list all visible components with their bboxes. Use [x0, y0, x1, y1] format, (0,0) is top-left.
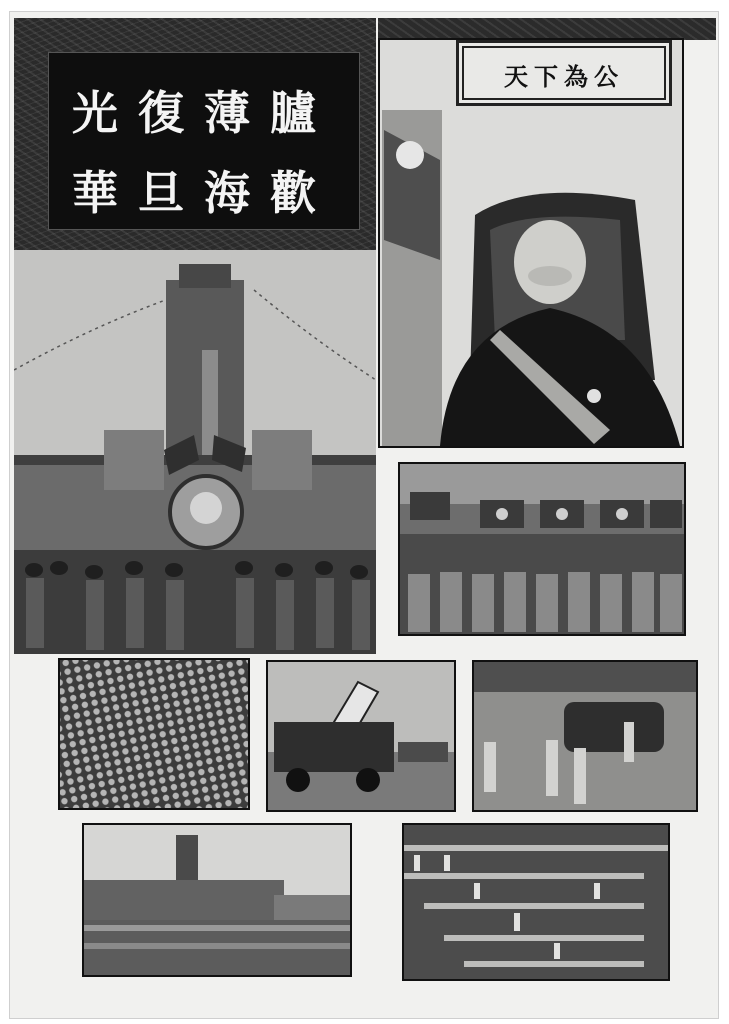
title-line-1: 光復薄臚: [72, 86, 336, 140]
troop-formation-photo: [58, 658, 250, 810]
military-vehicle-photo: [266, 660, 456, 812]
marching-soldiers-photo: [472, 660, 698, 812]
title-line-2: 華旦海歡: [72, 166, 336, 220]
calligraphy-plaque: [456, 40, 672, 106]
building-crowd-photo: [82, 823, 352, 977]
marbled-strip: [378, 18, 716, 40]
title-panel: [48, 52, 360, 230]
presidential-building-photo: [14, 250, 376, 654]
plaque-text: 天下為公: [504, 62, 624, 91]
parade-columns-photo: [402, 823, 670, 981]
troops-flags-photo: [398, 462, 686, 636]
